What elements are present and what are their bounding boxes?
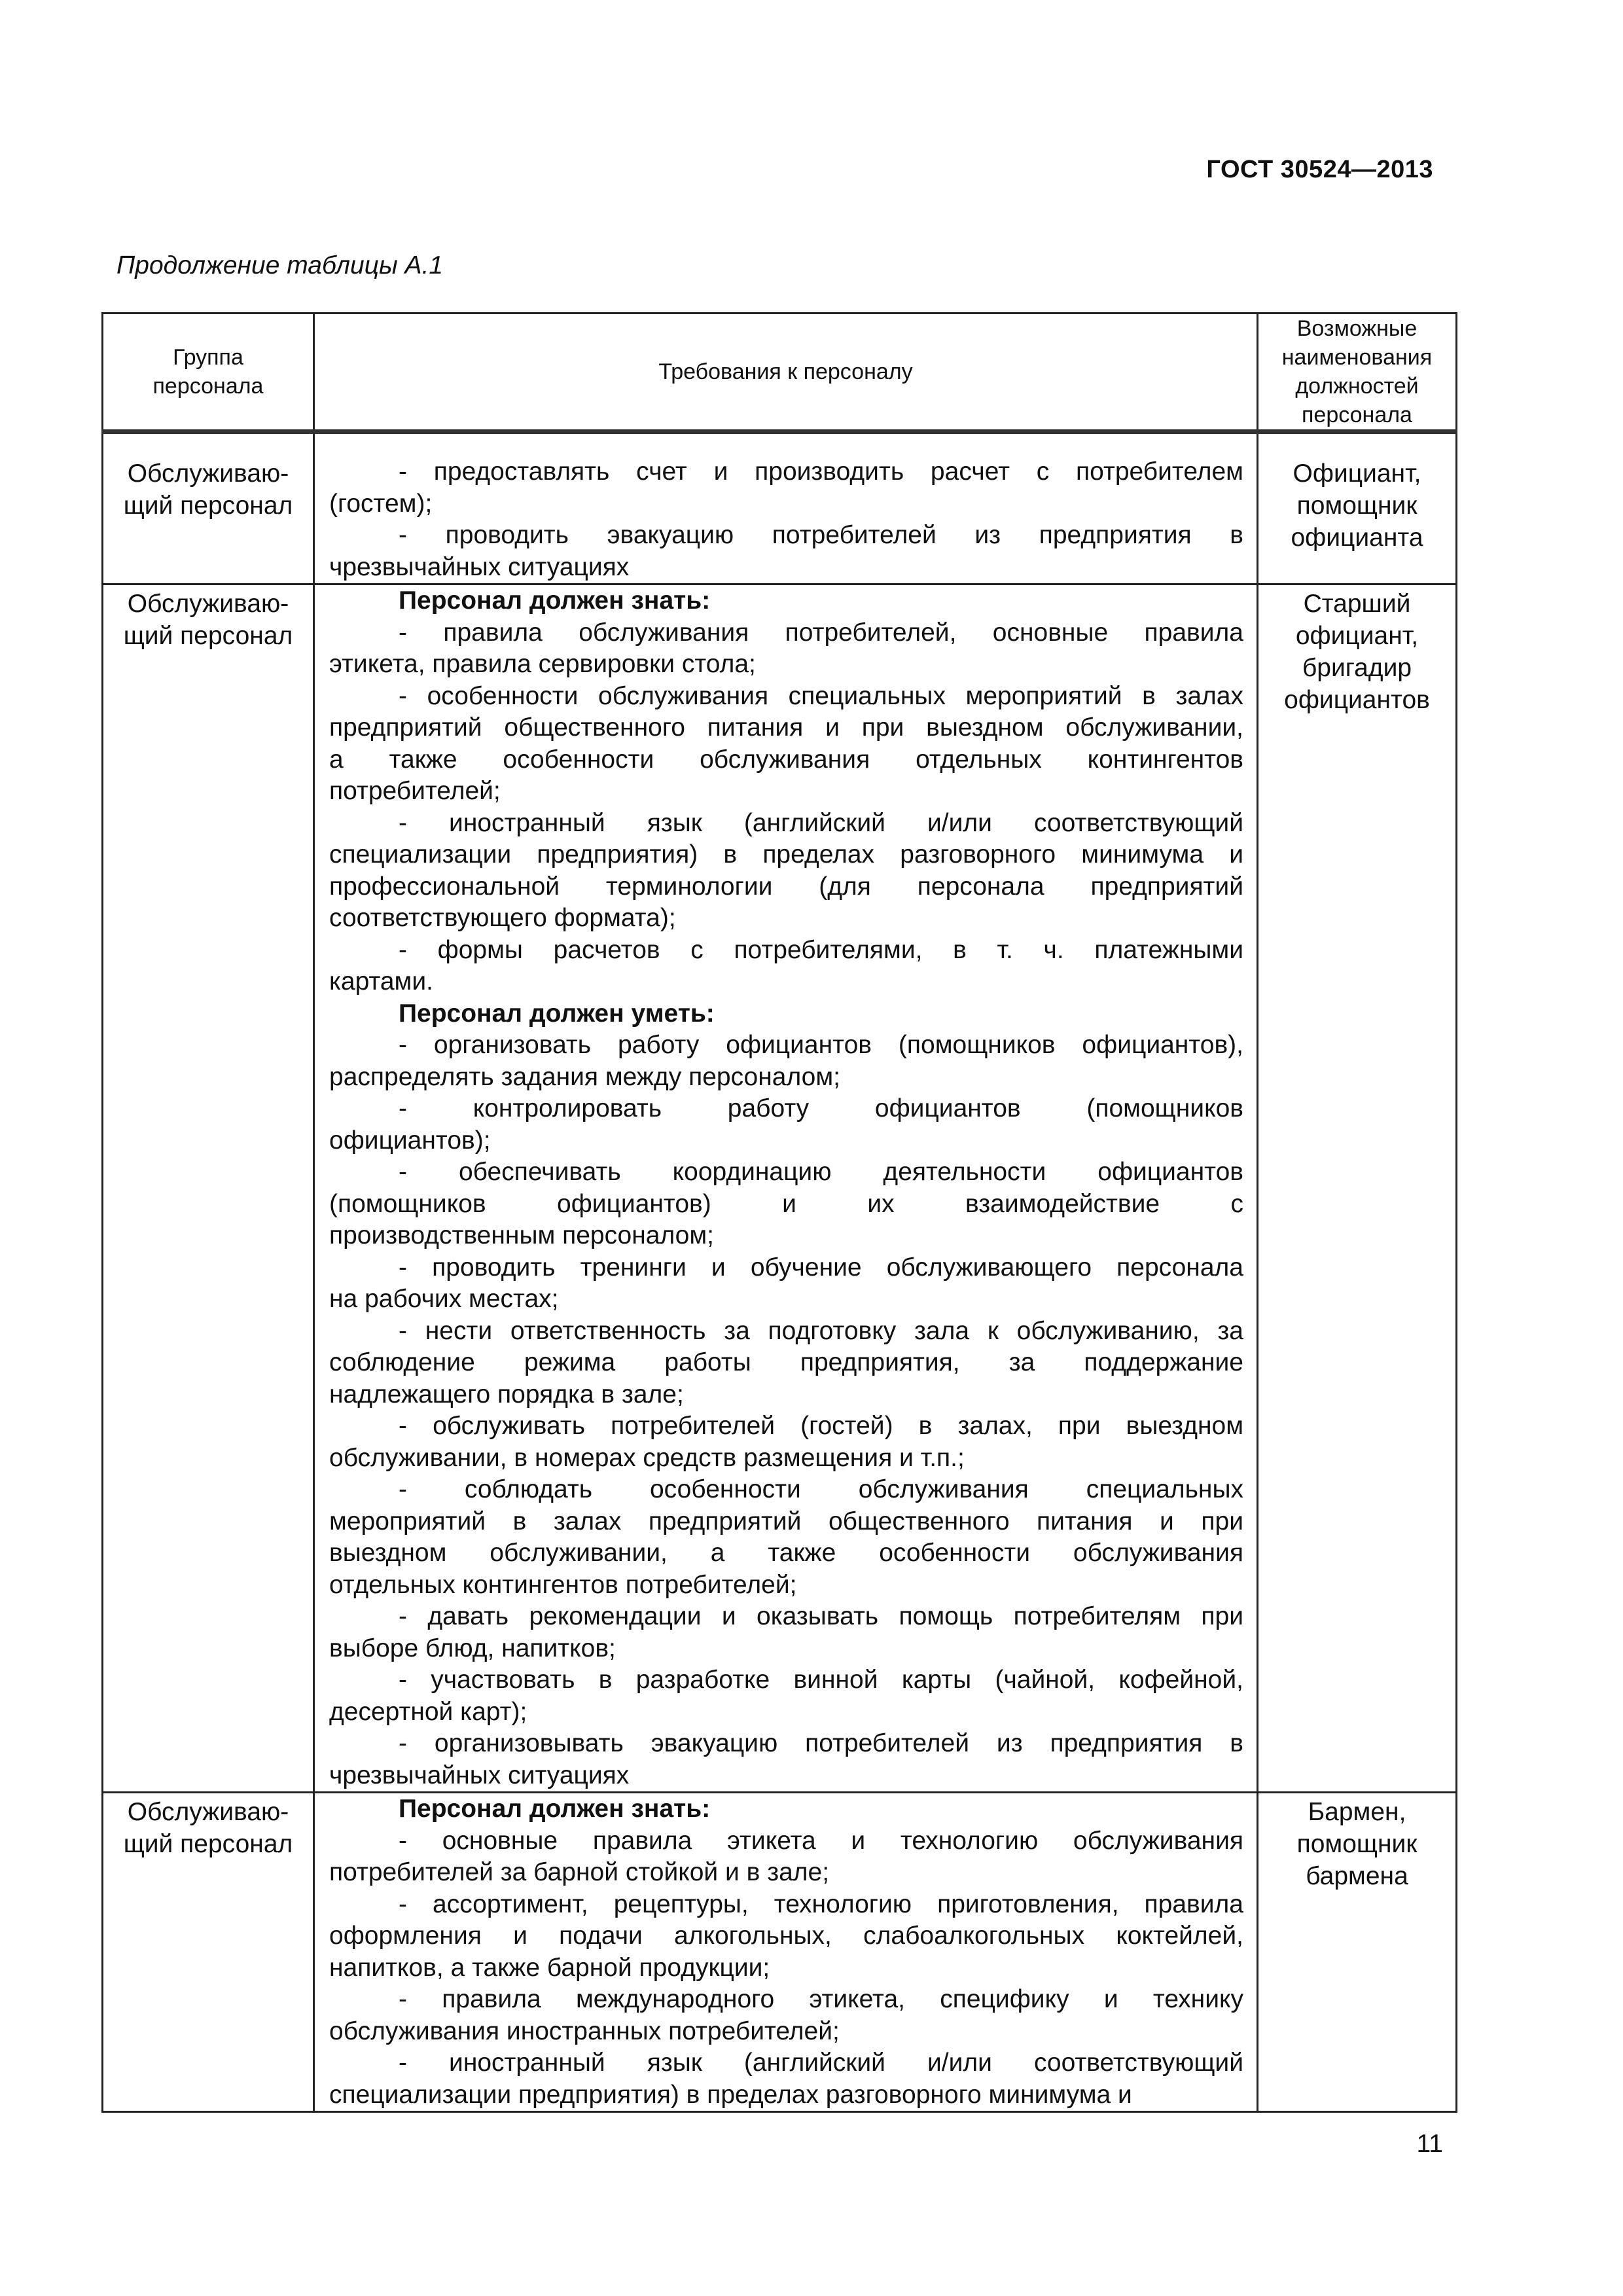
- table-row: [103, 1793, 1457, 2112]
- column-header-requirements: Требования к персоналу: [314, 314, 1258, 432]
- requirement-line: - иностранный язык (английский и/или соответствующий: [399, 2049, 1243, 2077]
- requirement-line: - правила обслуживания потребителей, основные правила: [399, 618, 1243, 647]
- requirement-line: соблюдение режима работы предприятия, за поддержание: [329, 1348, 1243, 1376]
- requirement-line: напитков, а также барной продукции;: [329, 1953, 770, 1982]
- requirements-cell: [314, 584, 1258, 1793]
- table-row: [103, 584, 1457, 1793]
- titles-cell: Официант, помощник официанта: [1258, 432, 1457, 584]
- requirement-line: распределять задания между персоналом;: [329, 1062, 840, 1091]
- requirement-line: - формы расчетов с потребителями, в т. ч. платежными: [399, 935, 1243, 964]
- group-cell: Обслуживаю- щий персонал: [103, 432, 314, 584]
- requirement-line: - организовать работу официантов (помощников официантов),: [399, 1031, 1243, 1059]
- requirement-line: обслуживании, в номерах средств размещения и т.п.;: [329, 1443, 965, 1472]
- requirement-line: (гостем);: [329, 489, 433, 518]
- requirement-line: - основные правила этикета и технологию обслуживания: [399, 1826, 1243, 1855]
- requirement-line: специализации предприятия) в пределах разговорного минимума и: [329, 2080, 1132, 2109]
- requirement-line: - обслуживать потребителей (гостей) в залах, при выездном: [399, 1412, 1243, 1440]
- requirement-line: оформления и подачи алкогольных, слабоалкогольных коктейлей,: [329, 1922, 1243, 1950]
- requirements-cell: [314, 432, 1258, 584]
- requirement-line: отдельных контингентов потребителей;: [329, 1570, 797, 1599]
- requirement-line: этикета, правила сервировки стола;: [329, 650, 756, 678]
- requirement-line: (помощников официантов) и их взаимодействие с: [329, 1189, 1243, 1218]
- requirement-line: - обеспечивать координацию деятельности официантов: [399, 1158, 1243, 1186]
- column-header-group: Группа персонала: [103, 314, 314, 432]
- requirement-line: специализации предприятия) в пределах разговорного минимума и: [329, 840, 1243, 869]
- requirement-line: выборе блюд, напитков;: [329, 1634, 616, 1662]
- table-header-row: [103, 314, 1457, 432]
- requirement-line: - особенности обслуживания специальных мероприятий в залах: [399, 681, 1243, 710]
- requirement-line: соответствующего формата);: [329, 904, 676, 932]
- requirements-cell: [314, 1793, 1258, 2112]
- requirement-line: - проводить эвакуацию потребителей из предприятия в: [399, 521, 1243, 549]
- requirement-line: - участвовать в разработке винной карты (чайной, кофейной,: [399, 1666, 1243, 1694]
- titles-cell: Бармен, помощник бармена: [1258, 1793, 1457, 2112]
- requirement-line: а также особенности обслуживания отдельных контингентов: [329, 745, 1243, 774]
- requirement-line: - иностранный язык (английский и/или соответствующий: [399, 808, 1243, 837]
- page-number: 11: [1416, 2130, 1443, 2158]
- requirement-line: на рабочих местах;: [329, 1285, 559, 1313]
- requirement-line: надлежащего порядка в зале;: [329, 1380, 684, 1408]
- requirement-line: обслуживания иностранных потребителей;: [329, 2017, 840, 2045]
- document-code: ГОСТ 30524—2013: [1206, 156, 1433, 183]
- requirement-line: официантов);: [329, 1126, 491, 1155]
- table-row: [103, 432, 1457, 584]
- requirement-line: - проводить тренинги и обучение обслуживающего персонала: [399, 1253, 1243, 1282]
- requirement-line: десертной карт);: [329, 1697, 527, 1726]
- section-heading: Персонал должен уметь:: [399, 999, 715, 1028]
- requirement-line: потребителей за барной стойкой и в зале;: [329, 1858, 830, 1886]
- requirement-line: - давать рекомендации и оказывать помощь потребителям при: [399, 1602, 1243, 1630]
- requirements-table: [101, 312, 1457, 2113]
- requirement-line: профессиональной терминологии (для персонала предприятий: [329, 872, 1243, 901]
- group-cell: Обслуживаю- щий персонал: [103, 1793, 314, 2112]
- requirement-line: - предоставлять счет и производить расчет с потребителем: [399, 457, 1243, 486]
- requirement-line: - контролировать работу официантов (помощников: [399, 1094, 1243, 1122]
- section-heading: Персонал должен знать:: [399, 1795, 711, 1823]
- requirement-line: картами.: [329, 967, 433, 996]
- titles-cell: Старший официант, бригадир официантов: [1258, 584, 1457, 1793]
- requirement-line: потребителей;: [329, 777, 501, 805]
- column-header-titles: Возможные наименования должностей персонала: [1258, 314, 1457, 432]
- requirement-line: - нести ответственность за подготовку зала к обслуживанию, за: [399, 1316, 1243, 1345]
- requirement-line: - организовывать эвакуацию потребителей из предприятия в: [399, 1729, 1243, 1757]
- requirement-line: мероприятий в залах предприятий общественного питания и при: [329, 1507, 1243, 1535]
- section-heading: Персонал должен знать:: [399, 586, 711, 615]
- requirement-line: чрезвычайных ситуациях: [329, 552, 630, 581]
- requirement-line: выездном обслуживании, а также особенности обслуживания: [329, 1539, 1243, 1567]
- requirement-line: предприятий общественного питания и при выездном обслуживании,: [329, 713, 1243, 742]
- requirement-line: - ассортимент, рецептуры, технологию приготовления, правила: [399, 1890, 1243, 1918]
- requirement-line: чрезвычайных ситуациях: [329, 1761, 630, 1789]
- requirement-line: производственным персоналом;: [329, 1221, 715, 1249]
- table-caption: Продолжение таблицы А.1: [116, 251, 444, 279]
- requirement-line: - правила международного этикета, специфику и технику: [399, 1985, 1243, 2013]
- group-cell: Обслуживаю- щий персонал: [103, 584, 314, 1793]
- requirement-line: - соблюдать особенности обслуживания специальных: [399, 1475, 1243, 1503]
